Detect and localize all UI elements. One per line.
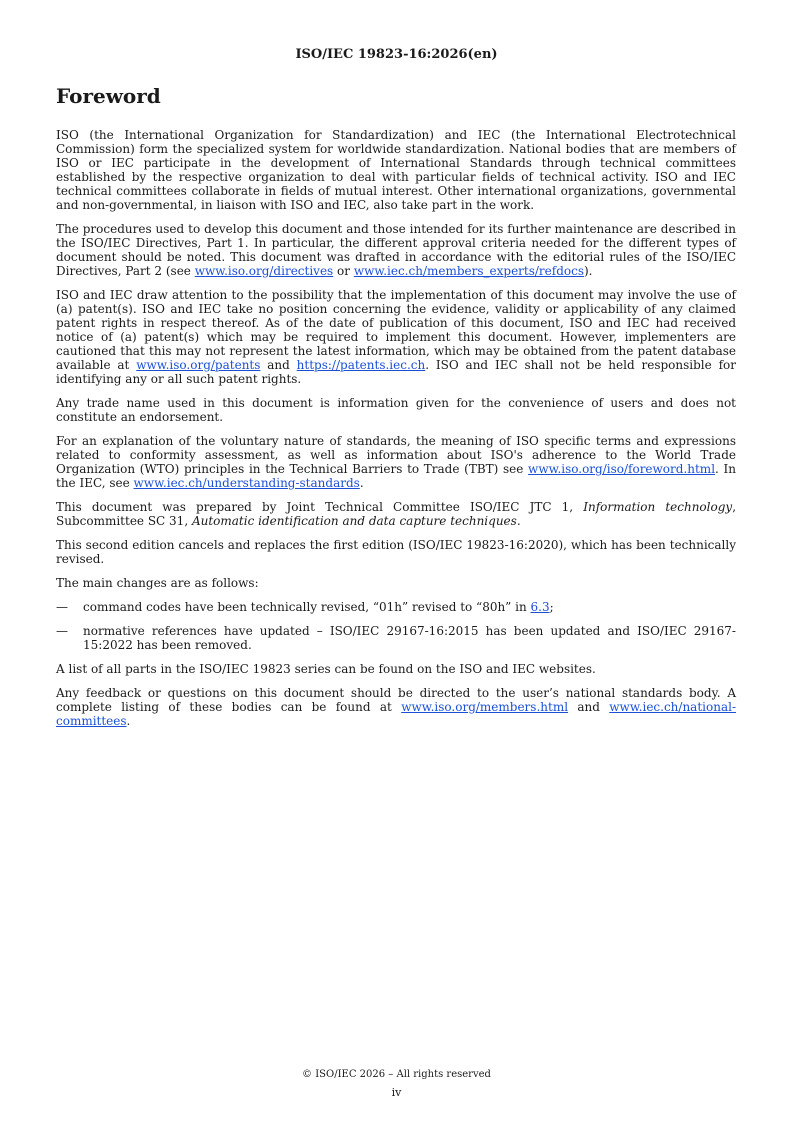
- link-clause-6-3[interactable]: 6.3: [530, 600, 550, 614]
- link-iso-directives[interactable]: www.iso.org/directives: [194, 264, 334, 278]
- list-item-text: [83, 600, 736, 614]
- paragraph-series: A list of all parts in the ISO/IEC 19823 series can be found on the ISO and IEC websites.: [56, 662, 596, 676]
- link-iso-patents[interactable]: www.iso.org/patents: [136, 358, 261, 372]
- paragraph-procedures: [56, 222, 736, 278]
- link-iec-understanding[interactable]: www.iec.ch/understanding-standards: [133, 476, 360, 490]
- paragraph-text: ISO and IEC draw attention to the possibility that the implementation of this document may involve the use of (a) patent(s). ISO and IEC take no position concerning the evidence, validity or applicability of any claimed patent rights in respect thereof. As of the date of publication of this document, ISO and IEC had received notice of (a) patent(s) which may be required to implement this document. However, implementers are cautioned that this may not represent the latest information, which may be obtained from the patent database available at: [56, 288, 736, 372]
- paragraph-text: . ISO and IEC shall not be held responsible for identifying any or all such patent rights.: [56, 358, 736, 386]
- list-dash: —: [56, 600, 68, 614]
- paragraph-changes-intro: The main changes are as follows:: [56, 576, 259, 590]
- link-iso-foreword[interactable]: www.iso.org/iso/foreword.html: [528, 462, 716, 476]
- paragraph-trade-name: Any trade name used in this document is information given for the convenience of users and does not constitute an endorsement.: [56, 396, 736, 424]
- subcommittee-name: Automatic identification and data capture techniques: [191, 514, 517, 528]
- paragraph-patents: [56, 288, 736, 386]
- paragraph-text: .: [516, 514, 521, 528]
- link-iso-members[interactable]: www.iso.org/members.html: [401, 700, 569, 714]
- paragraph-text: .: [359, 476, 364, 490]
- copyright-notice: © ISO/IEC 2026 – All rights reserved: [302, 1069, 491, 1080]
- list-dash: —: [56, 624, 68, 638]
- page-title: Foreword: [56, 84, 161, 108]
- document-header: ISO/IEC 19823-16:2026(en): [295, 47, 498, 62]
- paragraph-edition: This second edition cancels and replaces the first edition (ISO/IEC 19823-16:2020), which has been technically revised.: [56, 538, 736, 566]
- paragraph-text: This document was prepared by Joint Technical Committee ISO/IEC JTC 1,: [56, 500, 584, 514]
- page-footer: [0, 1066, 793, 1102]
- paragraph-text: and: [568, 700, 610, 714]
- paragraph-intro: ISO (the International Organization for Standardization) and IEC (the International Electrotechnical Commission) form the specialized system for worldwide standardization. National bodies that are members of ISO or IEC participate in the development of International Standards through technical committees established by the respective organization to deal with particular fields of technical activity. ISO and IEC technical committees collaborate in fields of mutual interest. Other international organizations, governmental and non-governmental, in liaison with ISO and IEC, also take part in the work.: [56, 128, 736, 212]
- paragraph-text: .: [126, 714, 131, 728]
- page-number: iv: [391, 1086, 402, 1099]
- paragraph-text: ;: [549, 600, 554, 614]
- paragraph-text: ).: [584, 264, 593, 278]
- committee-name: Information technology: [583, 500, 733, 514]
- paragraph-text: Any feedback or questions on this document should be directed to the user’s national standards body. A complete listing of these bodies can be found at: [56, 686, 736, 714]
- paragraph-text: . In the IEC, see: [56, 462, 736, 490]
- link-iec-patents[interactable]: https://patents.iec.ch: [296, 358, 426, 372]
- link-iec-refdocs[interactable]: www.iec.ch/members_experts/refdocs: [353, 264, 584, 278]
- paragraph-voluntary: [56, 434, 736, 490]
- paragraph-text: , Subcommittee SC 31,: [56, 500, 737, 528]
- paragraph-feedback: [56, 686, 736, 728]
- link-iec-national-committees[interactable]: www.iec.ch/national-committees: [56, 700, 736, 728]
- paragraph-text: or: [333, 264, 354, 278]
- paragraph-text: command codes have been technically revised, “01h” revised to “80h” in: [83, 600, 531, 614]
- paragraph-committee: [56, 500, 736, 528]
- paragraph-text: For an explanation of the voluntary nature of standards, the meaning of ISO specific terms and expressions related to conformity assessment, as well as information about ISO's adherence to the World Trade Organization (WTO) principles in the Technical Barriers to Trade (TBT) see: [56, 434, 736, 476]
- list-item: [56, 600, 736, 614]
- paragraph-text: The procedures used to develop this document and those intended for its further maintenance are described in the ISO/IEC Directives, Part 1. In particular, the different approval criteria needed for the different types of document should be noted. This document was drafted in accordance with the editorial rules of the ISO/IEC Directives, Part 2 (see: [56, 222, 736, 278]
- list-item: [56, 624, 736, 652]
- list-item-text: normative references have updated – ISO/IEC 29167-16:2015 has been updated and ISO/IEC 29167-15:2022 has been removed.: [83, 624, 736, 652]
- document-body: [56, 128, 736, 738]
- paragraph-text: and: [260, 358, 297, 372]
